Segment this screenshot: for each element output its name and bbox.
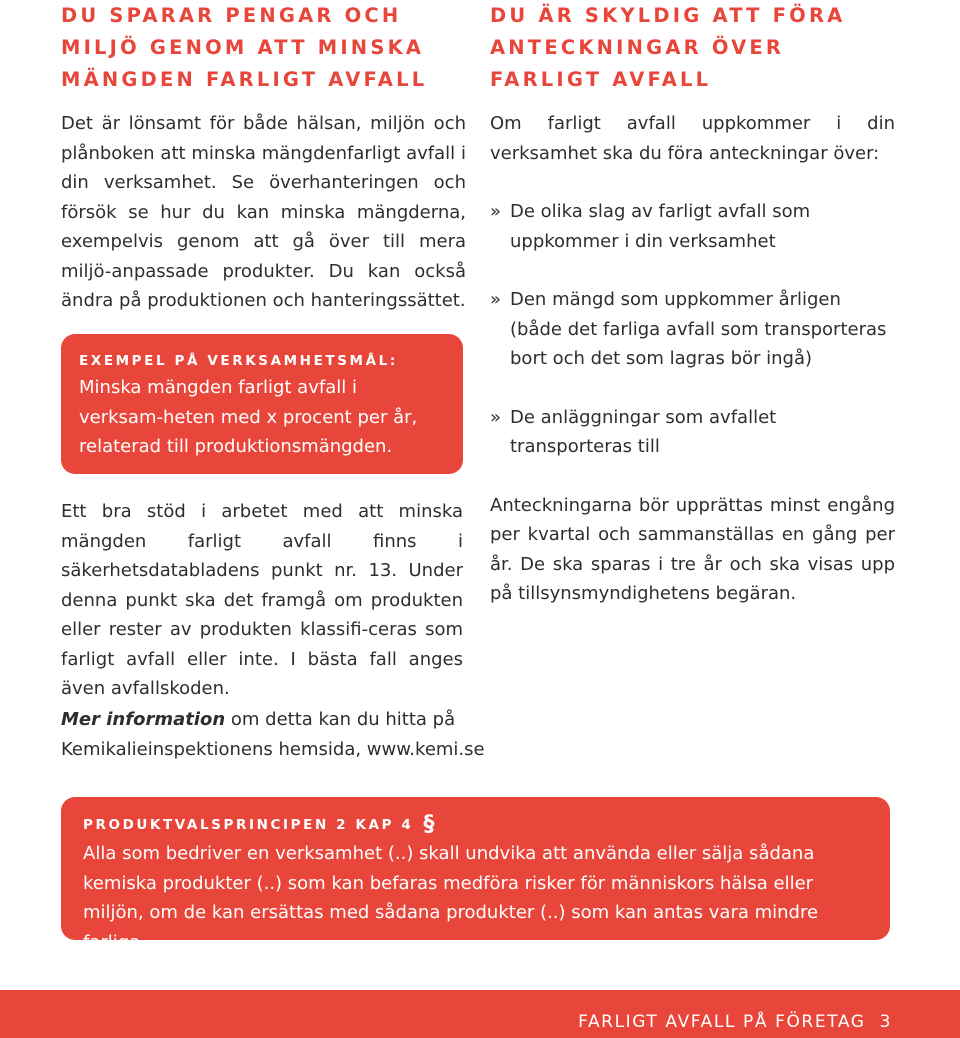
list-item xyxy=(490,285,895,374)
section-sign-icon: § xyxy=(423,812,435,837)
right-intro-paragraph: Om farligt avfall uppkommer i din verksamhet ska du föra anteckningar över: xyxy=(490,113,895,164)
goal-example-callout xyxy=(61,334,463,474)
principle-title-text: PRODUKTVALSPRINCIPEN 2 KAP 4 xyxy=(83,817,414,833)
bullet-marker-icon: » xyxy=(490,201,502,222)
callout-text: Minska mängden farligt avfall i verksam-heten med x procent per år, relaterad till produktionsmängden. xyxy=(79,377,418,457)
right-column xyxy=(490,0,895,609)
callout-title: EXEMPEL PÅ VERKSAMHETSMÅL: xyxy=(79,353,398,369)
right-second-paragraph: Anteckningarna bör upprättas minst engång per kvartal och sammanställas en gång per år. De ska sparas i tre år och ska visas upp på tillsynsmyndighetens begäran. xyxy=(490,494,895,604)
more-info-label: Mer information xyxy=(61,709,226,730)
left-intro-paragraph: Det är lönsamt för både hälsan, miljön och plånboken att minska mängdenfarligt avfall i din verksamhet. Se överhanteringen och försök se hur du kan minska mängderna, exempelvis genom att gå över till mera miljö-anpassade produkter. Du kan också ändra på produktionen och hanteringssättet. xyxy=(61,113,466,311)
right-heading: DU ÄR SKYLDIG ATT FÖRA ANTECKNINGAR ÖVER FARLIGT AVFALL xyxy=(490,4,846,91)
list-item xyxy=(490,197,895,256)
record-requirements-list xyxy=(490,197,895,462)
list-item xyxy=(490,403,895,462)
more-info-text: om detta kan du hitta på Kemikalieinspektionens hemsida, www.kemi.se xyxy=(61,709,485,760)
list-item-text: De olika slag av farligt avfall som uppkommer i din verksamhet xyxy=(510,201,811,252)
more-info-paragraph xyxy=(61,705,521,764)
principle-title xyxy=(83,811,868,839)
footer-running-title xyxy=(578,1012,892,1032)
left-second-paragraph: Ett bra stöd i arbetet med att minska mängden farligt avfall finns i säkerhetsdatabladens punkt nr. 13. Under denna punkt ska det framgå om produkten eller rester av produkten klassifi-ceras som farligt avfall eller inte. I bästa fall anges även avfallskoden. xyxy=(61,501,463,699)
bullet-marker-icon: » xyxy=(490,406,502,428)
left-heading: DU SPARAR PENGAR OCH MILJÖ GENOM ATT MINSKA MÄNGDEN FARLIGT AVFALL xyxy=(61,4,428,91)
bullet-marker-icon: » xyxy=(490,289,502,310)
list-item-text: Den mängd som uppkommer årligen (både det farliga avfall som transporteras bort och det som lagras bör ingå) xyxy=(510,289,887,369)
footer-title: FARLIGT AVFALL PÅ FÖRETAG xyxy=(578,1012,866,1032)
product-choice-principle-box xyxy=(61,797,890,953)
principle-text: Alla som bedriver en verksamhet (..) skall undvika att använda eller sälja sådana kemiska produkter (..) som kan befaras medföra risker för människors hälsa eller miljön, om de kan ersättas med sådana produkter (..) som kan antas vara mindre farliga. xyxy=(83,843,819,953)
page-number: 3 xyxy=(879,1012,892,1032)
list-item-text: De anläggningar som avfallet transporteras till xyxy=(510,406,777,457)
left-column xyxy=(61,0,466,316)
